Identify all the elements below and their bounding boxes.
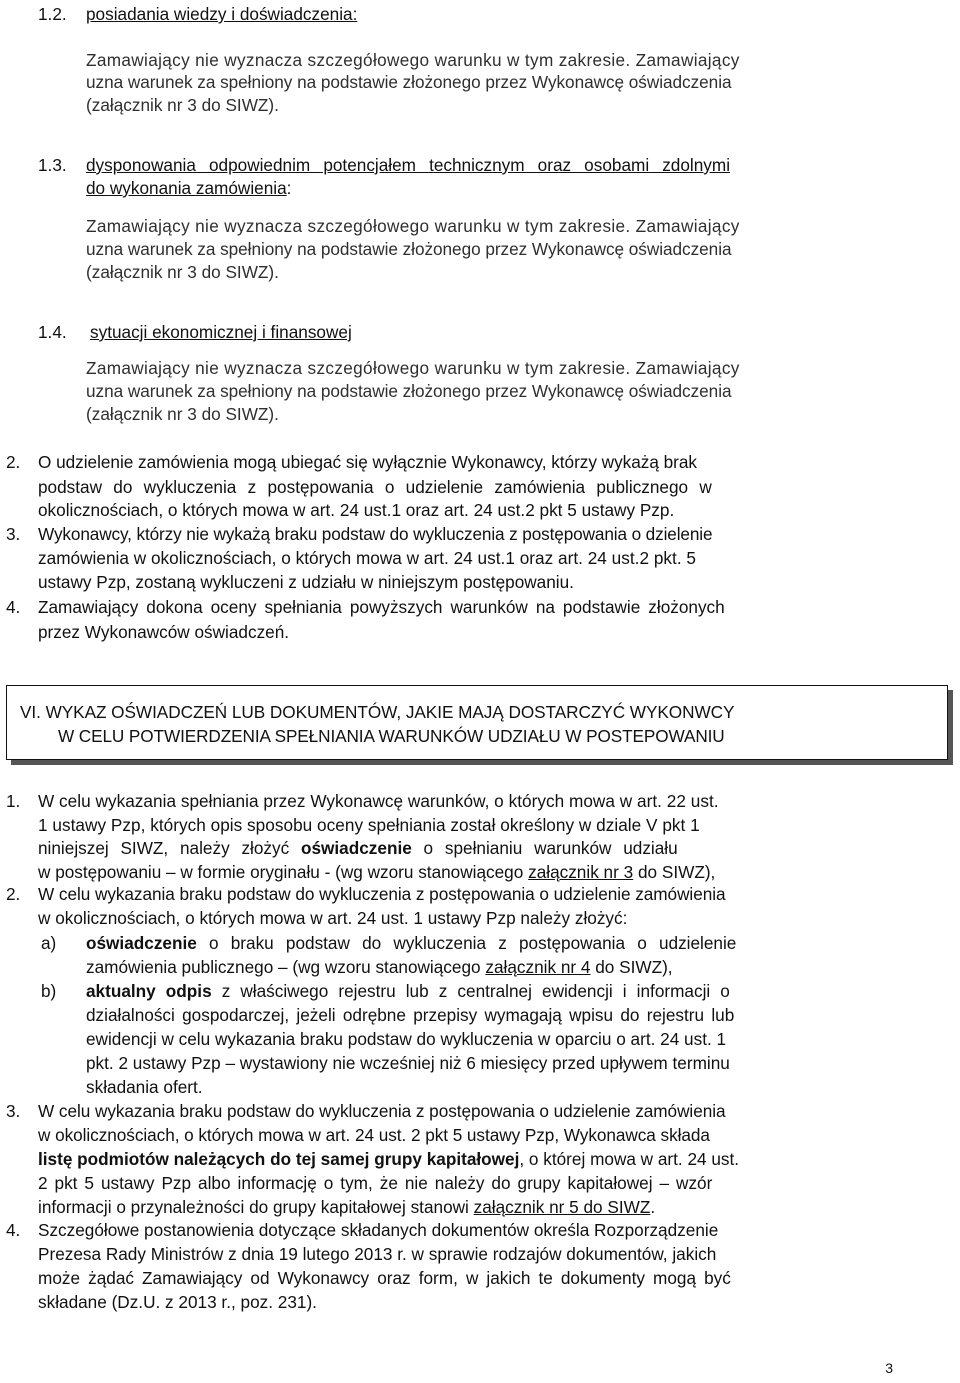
paragraph-line xyxy=(86,933,736,953)
text-run-bold: aktualny odpis xyxy=(86,981,212,1001)
section-title-cont xyxy=(86,178,291,198)
section-title-underlined: do wykonania zamówienia xyxy=(86,178,287,198)
text-run: o spełnianiu warunków udziału xyxy=(411,838,678,858)
section-vi-title-line1: VI. WYKAZ OŚWIADCZEŃ LUB DOKUMENTÓW, JAKIE MAJĄ DOSTARCZYĆ WYKONWCY xyxy=(20,702,735,722)
paragraph-line: Zamawiający nie wyznacza szczegółowego warunku w tym zakresie. Zamawiający xyxy=(86,50,740,70)
paragraph-line xyxy=(38,1197,655,1217)
text-run-underlined: załącznik nr 5 do SIWZ xyxy=(473,1197,651,1217)
paragraph-line: uzna warunek za spełniony na podstawie złożonego przez Wykonawcę oświadczenia xyxy=(86,381,732,401)
text-run-bold: listę podmiotów należących do tej samej grupy kapitałowej xyxy=(38,1149,520,1169)
text-run: niniejszej SIWZ, należy złożyć xyxy=(38,838,301,858)
text-run: do SIWZ), xyxy=(590,957,673,977)
list-number: 2. xyxy=(6,884,21,904)
list-number: 4. xyxy=(6,597,21,617)
text-run: informacji o przynależności do grupy kapitałowej stanowi xyxy=(38,1197,474,1217)
paragraph-line xyxy=(86,981,730,1001)
text-run: . xyxy=(650,1197,656,1217)
paragraph-line: może żądać Zamawiający od Wykonawcy oraz form, w jakich te dokumenty mogą być xyxy=(38,1268,731,1288)
section-number: 1.3. xyxy=(38,155,67,175)
paragraph-line: Zamawiający dokona oceny spełniania powyższych warunków na podstawie złożonych xyxy=(38,597,725,617)
paragraph-line: W celu wykazania spełniania przez Wykonawcę warunków, o których mowa w art. 22 ust. xyxy=(38,791,719,811)
text-run: zamówienia publicznego – (wg wzoru stanowiącego xyxy=(86,957,486,977)
text-run: w postępowaniu – w formie oryginału - (wg wzoru stanowiącego xyxy=(38,862,529,882)
paragraph-line: Prezesa Rady Ministrów z dnia 19 lutego 2013 r. w sprawie rodzajów dokumentów, jakich xyxy=(38,1244,717,1264)
paragraph-line: podstaw do wykluczenia z postępowania o udzielenie zamówienia publicznego w xyxy=(38,477,712,497)
paragraph-line: w okolicznościach, o których mowa w art. 24 ust. 1 ustawy Pzp należy złożyć: xyxy=(38,908,628,928)
text-run: do SIWZ), xyxy=(633,862,716,882)
paragraph-line: działalności gospodarczej, jeżeli odrębne przepisy wymagają wpisu do rejestru lub xyxy=(86,1005,735,1025)
paragraph-line xyxy=(38,862,715,882)
text-run-underlined: załącznik nr 3 xyxy=(528,862,634,882)
paragraph-line: ewidencji w celu wykazania braku podstaw do wykluczenia w oparciu o art. 24 ust. 1 xyxy=(86,1029,727,1049)
section-title: dysponowania odpowiednim potencjałem technicznym oraz osobami zdolnymi xyxy=(86,155,731,175)
text-run-bold: oświadczenie xyxy=(86,933,197,953)
paragraph-line: O udzielenie zamówienia mogą ubiegać się wyłącznie Wykonawcy, którzy wykażą brak xyxy=(38,452,697,472)
paragraph-line: 1 ustawy Pzp, których opis sposobu oceny spełniania został określony w dziale V pkt 1 xyxy=(38,815,700,835)
paragraph-line: pkt. 2 ustawy Pzp – wystawiony nie wcześniej niż 6 miesięcy przed upływem terminu xyxy=(86,1053,730,1073)
text-run: z właściwego rejestru lub z centralnej ewidencji i informacji o xyxy=(211,981,730,1001)
paragraph-line: Szczegółowe postanowienia dotyczące składanych dokumentów określa Rozporządzenie xyxy=(38,1220,719,1240)
paragraph-line: przez Wykonawców oświadczeń. xyxy=(38,622,290,642)
paragraph-line: W celu wykazania braku podstaw do wykluczenia z postępowania o udzielenie zamówienia xyxy=(38,884,726,904)
paragraph-line: Wykonawcy, którzy nie wykażą braku podstaw do wykluczenia z postępowania o dzielenie xyxy=(38,524,713,544)
section-title: posiadania wiedzy i doświadczenia: xyxy=(86,4,358,24)
paragraph-line: składania ofert. xyxy=(86,1077,203,1097)
section-number: 1.2. xyxy=(38,4,67,24)
paragraph-line: W celu wykazania braku podstaw do wykluczenia z postępowania o udzielenie zamówienia xyxy=(38,1101,726,1121)
section-number: 1.4. xyxy=(38,322,67,342)
paragraph-line: Zamawiający nie wyznacza szczegółowego warunku w tym zakresie. Zamawiający xyxy=(86,216,740,236)
paragraph-line: uzna warunek za spełniony na podstawie złożonego przez Wykonawcę oświadczenia xyxy=(86,72,732,92)
paragraph-line: zamówienia w okolicznościach, o których mowa w art. 24 ust.1 oraz art. 24 ust.2 pkt. 5 xyxy=(38,548,696,568)
paragraph-line: Zamawiający nie wyznacza szczegółowego warunku w tym zakresie. Zamawiający xyxy=(86,358,740,378)
paragraph-line: (załącznik nr 3 do SIWZ). xyxy=(86,95,279,115)
paragraph-line: w okolicznościach, o których mowa w art. 24 ust. 2 pkt 5 ustawy Pzp, Wykonawca składa xyxy=(38,1125,710,1145)
list-number: 3. xyxy=(6,524,21,544)
paragraph-line xyxy=(38,1149,739,1169)
section-title-colon: : xyxy=(286,178,292,198)
text-run: , o której mowa w art. 24 ust. xyxy=(519,1149,740,1169)
list-letter: b) xyxy=(41,981,57,1001)
paragraph-line xyxy=(86,957,673,977)
section-vi-title-line2: W CELU POTWIERDZENIA SPEŁNIANIA WARUNKÓW UDZIAŁU W POSTEPOWANIU xyxy=(58,726,725,746)
text-run-underlined: załącznik nr 4 xyxy=(485,957,591,977)
text-run: o braku podstaw do wykluczenia z postępowania o udzielenie xyxy=(196,933,737,953)
paragraph-line: 2 pkt 5 ustawy Pzp albo informację o tym, że nie należy do grupy kapitałowej – wzór xyxy=(38,1173,713,1193)
list-number: 2. xyxy=(6,452,21,472)
text-run-bold: oświadczenie xyxy=(300,838,412,858)
paragraph-line: okolicznościach, o których mowa w art. 24 ust.1 oraz art. 24 ust.2 pkt 5 ustawy Pzp. xyxy=(38,500,675,520)
section-title: sytuacji ekonomicznej i finansowej xyxy=(90,322,352,342)
paragraph-line: (załącznik nr 3 do SIWZ). xyxy=(86,262,279,282)
section-vi-header-box xyxy=(6,685,948,760)
page-number: 3 xyxy=(885,1360,893,1376)
list-letter: a) xyxy=(41,933,57,953)
paragraph-line: (załącznik nr 3 do SIWZ). xyxy=(86,404,279,424)
list-number: 1. xyxy=(6,791,21,811)
paragraph-line xyxy=(38,838,678,858)
paragraph-line: ustawy Pzp, zostaną wykluczeni z udziału w niniejszym postępowaniu. xyxy=(38,572,574,592)
paragraph-line: uzna warunek za spełniony na podstawie złożonego przez Wykonawcę oświadczenia xyxy=(86,239,732,259)
list-number: 3. xyxy=(6,1101,21,1121)
list-number: 4. xyxy=(6,1220,21,1240)
paragraph-line: składane (Dz.U. z 2013 r., poz. 231). xyxy=(38,1292,317,1312)
